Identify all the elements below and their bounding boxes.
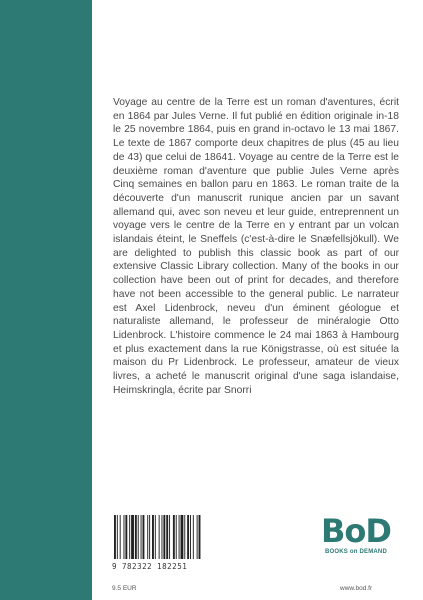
- publisher-url: www.bod.fr: [340, 585, 373, 592]
- barcode-bar: [155, 515, 156, 559]
- barcode-bar: [120, 515, 121, 559]
- barcode-bar: [173, 515, 175, 559]
- barcode-bar: [162, 515, 163, 559]
- barcode-bar: [131, 515, 134, 559]
- barcode-bar: [187, 515, 189, 559]
- barcode-bar: [149, 515, 150, 559]
- barcode-bar: [166, 515, 168, 559]
- barcode-bar: [114, 515, 116, 559]
- barcode-bar: [190, 515, 191, 559]
- publisher-logo: [317, 514, 395, 574]
- barcode-bar: [117, 515, 118, 559]
- barcode-bar: [184, 515, 185, 559]
- barcode-bar: [135, 515, 137, 559]
- cover-color-band: [0, 0, 92, 600]
- publisher-tagline: BOOKS on DEMAND: [325, 549, 387, 555]
- publisher-logo-mark: BoD: [321, 512, 391, 550]
- barcode-bar: [143, 515, 145, 559]
- barcode-bar: [179, 515, 180, 559]
- isbn-number: 9 782322 182251: [112, 562, 188, 571]
- barcode-bar: [141, 515, 142, 559]
- barcode-bar: [176, 515, 177, 559]
- barcode-bar: [125, 515, 127, 559]
- barcode-bar: [163, 515, 165, 559]
- barcode-bar: [159, 515, 160, 559]
- blurb-text: Voyage au centre de la Terre est un roman d'aventures, écrit en 1864 par Jules Verne. Il fut publié en édition originale in-18 le 25 novembre 1864, puis en grand in-octavo le 13 mai 1867. Le texte de 1867 comporte deux chapitres de plus (45 au lieu de 43) que celui de 18641. Voyage au centre de la Terre est le deuxième roman d'aventure que publie Jules Verne après Cinq semaines en ballon paru en 1863. Le roman traite de la découverte d'un manuscrit runique ancien par un savant allemand qui, avec son neveu et leur guide, entreprennent un voyage vers le centre de la Terre en y entrant par un volcan islandais éteint, le Sneffels (c'est-à-dire le Snæfellsjökull). We are delighted to publish this classic book as part of our extensive Classic Library collection. Many of the books in our collection have been out of print for decades, and therefore have not been accessible to the general public. Le narrateur est Axel Lidenbrock, neveu d'un éminent géologue et naturaliste allemand, le professeur de minéralogie Otto Lidenbrock. L'histoire commence le 24 mai 1863 à Hambourg et plus exactement dans la rue Königstrasse, où est située la maison du Pr Lidenbrock. Le professeur, amateur de vieux livres, a acheté le manuscrit original d'une saga islandaise, Heimskringla, écrite par Snorri: [113, 97, 399, 396]
- barcode-bar: [124, 515, 125, 559]
- barcode-bar: [193, 515, 194, 559]
- barcode-bar: [169, 515, 170, 559]
- barcode-bar: [197, 515, 198, 559]
- barcode-bar: [199, 515, 201, 559]
- barcode-bar: [181, 515, 184, 559]
- barcode-bar: [147, 515, 148, 559]
- barcode-bar: [129, 515, 130, 559]
- barcode-bar: [138, 515, 139, 559]
- barcode-bar: [152, 515, 154, 559]
- price-label: 9.5 EUR: [112, 585, 137, 592]
